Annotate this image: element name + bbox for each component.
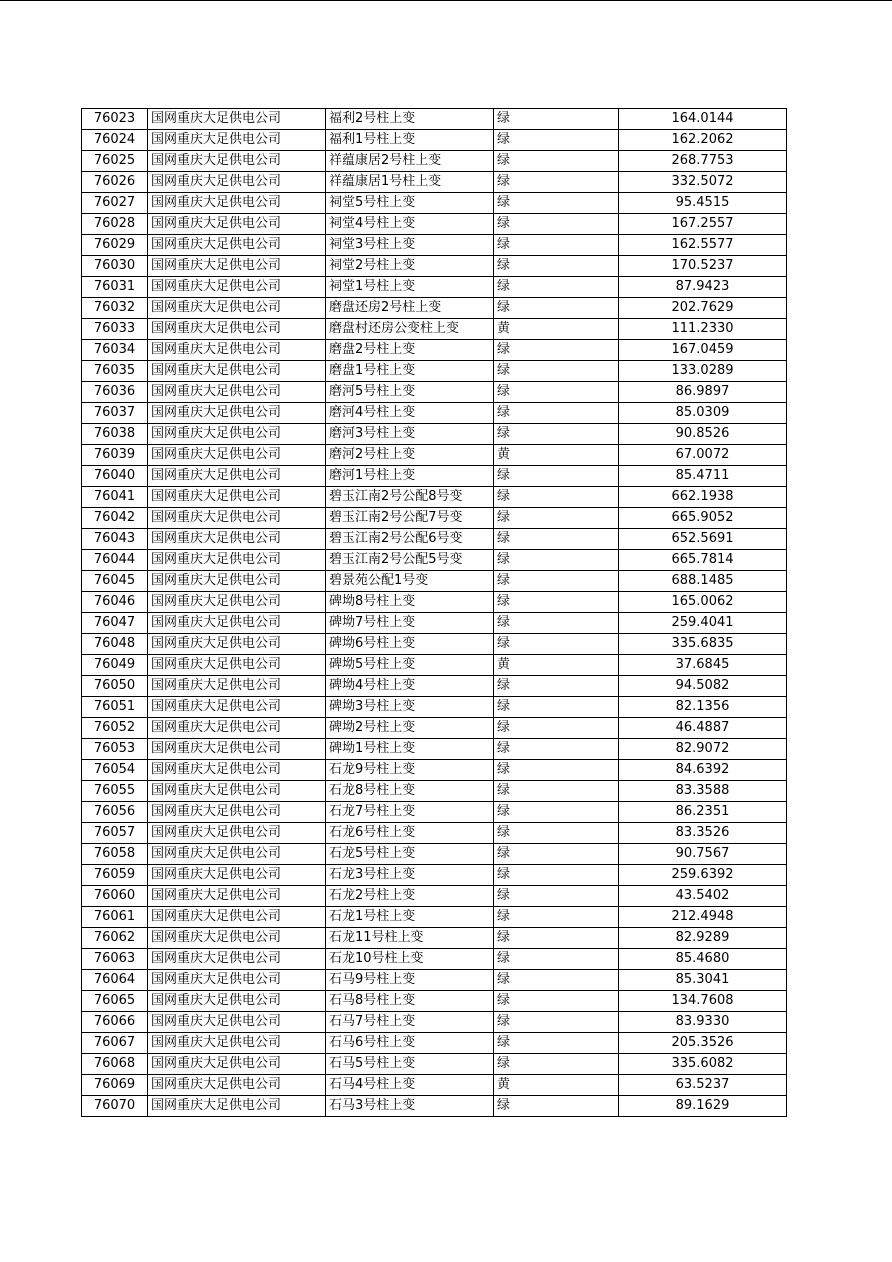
table-row [82,865,787,886]
transformer-name-cell: 碑坳2号柱上变 [326,718,494,739]
table-row [82,592,787,613]
company-cell: 国网重庆大足供电公司 [148,319,326,340]
table-row [82,907,787,928]
table-row [82,445,787,466]
status-cell: 绿 [494,718,619,739]
transformer-name-cell: 石龙8号柱上变 [326,781,494,802]
value-cell: 43.5402 [619,886,787,907]
table-row [82,1096,787,1117]
value-cell: 37.6845 [619,655,787,676]
table-row [82,340,787,361]
transformer-name-cell: 祠堂1号柱上变 [326,277,494,298]
row-id-cell: 76023 [82,109,148,130]
status-cell: 黄 [494,1075,619,1096]
value-cell: 335.6082 [619,1054,787,1075]
row-id-cell: 76025 [82,151,148,172]
value-cell: 46.4887 [619,718,787,739]
value-cell: 90.8526 [619,424,787,445]
table-row [82,739,787,760]
table-row [82,1075,787,1096]
status-cell: 绿 [494,865,619,886]
company-cell: 国网重庆大足供电公司 [148,571,326,592]
transformer-name-cell: 石龙1号柱上变 [326,907,494,928]
table-row [82,487,787,508]
company-cell: 国网重庆大足供电公司 [148,235,326,256]
table-row [82,130,787,151]
transformer-name-cell: 石龙7号柱上变 [326,802,494,823]
row-id-cell: 76064 [82,970,148,991]
status-cell: 绿 [494,382,619,403]
row-id-cell: 76037 [82,403,148,424]
table-row [82,991,787,1012]
value-cell: 84.6392 [619,760,787,781]
transformer-name-cell: 碑坳4号柱上变 [326,676,494,697]
status-cell: 绿 [494,109,619,130]
table-row [82,1033,787,1054]
row-id-cell: 76047 [82,613,148,634]
table-row [82,550,787,571]
transformer-name-cell: 磨盘1号柱上变 [326,361,494,382]
value-cell: 335.6835 [619,634,787,655]
status-cell: 绿 [494,214,619,235]
company-cell: 国网重庆大足供电公司 [148,487,326,508]
table-row [82,151,787,172]
company-cell: 国网重庆大足供电公司 [148,844,326,865]
status-cell: 绿 [494,550,619,571]
row-id-cell: 76067 [82,1033,148,1054]
status-cell: 绿 [494,424,619,445]
company-cell: 国网重庆大足供电公司 [148,592,326,613]
table-row [82,634,787,655]
value-cell: 662.1938 [619,487,787,508]
status-cell: 绿 [494,781,619,802]
row-id-cell: 76065 [82,991,148,1012]
company-cell: 国网重庆大足供电公司 [148,508,326,529]
table-row [82,949,787,970]
row-id-cell: 76042 [82,508,148,529]
row-id-cell: 76060 [82,886,148,907]
transformer-name-cell: 石龙11号柱上变 [326,928,494,949]
value-cell: 167.2557 [619,214,787,235]
company-cell: 国网重庆大足供电公司 [148,739,326,760]
status-cell: 绿 [494,298,619,319]
transformer-name-cell: 祠堂3号柱上变 [326,235,494,256]
transformer-name-cell: 碧玉江南2号公配8号变 [326,487,494,508]
value-cell: 89.1629 [619,1096,787,1117]
company-cell: 国网重庆大足供电公司 [148,886,326,907]
status-cell: 绿 [494,172,619,193]
table-row [82,403,787,424]
value-cell: 63.5237 [619,1075,787,1096]
transformer-name-cell: 磨河2号柱上变 [326,445,494,466]
status-cell: 绿 [494,928,619,949]
table-row [82,655,787,676]
company-cell: 国网重庆大足供电公司 [148,298,326,319]
company-cell: 国网重庆大足供电公司 [148,760,326,781]
table-row [82,718,787,739]
value-cell: 85.0309 [619,403,787,424]
company-cell: 国网重庆大足供电公司 [148,1054,326,1075]
row-id-cell: 76070 [82,1096,148,1117]
status-cell: 黄 [494,655,619,676]
row-id-cell: 76041 [82,487,148,508]
table-row [82,256,787,277]
table-row [82,319,787,340]
table-row [82,760,787,781]
value-cell: 170.5237 [619,256,787,277]
transformer-name-cell: 石龙6号柱上变 [326,823,494,844]
transformer-name-cell: 石马5号柱上变 [326,1054,494,1075]
table-row [82,298,787,319]
table-row [82,529,787,550]
value-cell: 665.9052 [619,508,787,529]
transformer-name-cell: 石龙9号柱上变 [326,760,494,781]
value-cell: 133.0289 [619,361,787,382]
status-cell: 绿 [494,361,619,382]
status-cell: 绿 [494,529,619,550]
value-cell: 87.9423 [619,277,787,298]
value-cell: 259.6392 [619,865,787,886]
row-id-cell: 76031 [82,277,148,298]
row-id-cell: 76056 [82,802,148,823]
value-cell: 83.9330 [619,1012,787,1033]
status-cell: 绿 [494,151,619,172]
status-cell: 绿 [494,844,619,865]
transformer-name-cell: 祥蕴康居1号柱上变 [326,172,494,193]
transformer-name-cell: 碑坳7号柱上变 [326,613,494,634]
status-cell: 黄 [494,445,619,466]
value-cell: 90.7567 [619,844,787,865]
row-id-cell: 76033 [82,319,148,340]
table-row [82,508,787,529]
row-id-cell: 76053 [82,739,148,760]
value-cell: 162.5577 [619,235,787,256]
table-row [82,676,787,697]
table-row [82,970,787,991]
status-cell: 绿 [494,130,619,151]
status-cell: 绿 [494,823,619,844]
transformer-name-cell: 石龙2号柱上变 [326,886,494,907]
status-cell: 绿 [494,277,619,298]
row-id-cell: 76051 [82,697,148,718]
row-id-cell: 76058 [82,844,148,865]
row-id-cell: 76038 [82,424,148,445]
status-cell: 绿 [494,1012,619,1033]
transformer-name-cell: 石龙3号柱上变 [326,865,494,886]
transformer-name-cell: 碑坳6号柱上变 [326,634,494,655]
company-cell: 国网重庆大足供电公司 [148,907,326,928]
row-id-cell: 76063 [82,949,148,970]
status-cell: 绿 [494,760,619,781]
company-cell: 国网重庆大足供电公司 [148,151,326,172]
table-row [82,844,787,865]
status-cell: 绿 [494,1054,619,1075]
status-cell: 绿 [494,739,619,760]
transformer-name-cell: 碧玉江南2号公配5号变 [326,550,494,571]
company-cell: 国网重庆大足供电公司 [148,802,326,823]
row-id-cell: 76039 [82,445,148,466]
status-cell: 绿 [494,235,619,256]
company-cell: 国网重庆大足供电公司 [148,949,326,970]
transformer-name-cell: 石马9号柱上变 [326,970,494,991]
transformer-name-cell: 石马6号柱上变 [326,1033,494,1054]
transformer-name-cell: 磨河1号柱上变 [326,466,494,487]
value-cell: 259.4041 [619,613,787,634]
value-cell: 82.9289 [619,928,787,949]
value-cell: 205.3526 [619,1033,787,1054]
row-id-cell: 76026 [82,172,148,193]
table-row [82,424,787,445]
row-id-cell: 76032 [82,298,148,319]
transformer-name-cell: 祠堂2号柱上变 [326,256,494,277]
value-cell: 85.4711 [619,466,787,487]
status-cell: 绿 [494,949,619,970]
company-cell: 国网重庆大足供电公司 [148,676,326,697]
company-cell: 国网重庆大足供电公司 [148,172,326,193]
transformer-name-cell: 碧玉江南2号公配7号变 [326,508,494,529]
status-cell: 绿 [494,571,619,592]
value-cell: 85.3041 [619,970,787,991]
value-cell: 83.3588 [619,781,787,802]
company-cell: 国网重庆大足供电公司 [148,865,326,886]
transformer-name-cell: 碧景苑公配1号变 [326,571,494,592]
status-cell: 绿 [494,1096,619,1117]
transformer-name-cell: 祠堂5号柱上变 [326,193,494,214]
company-cell: 国网重庆大足供电公司 [148,403,326,424]
transformer-name-cell: 磨盘2号柱上变 [326,340,494,361]
company-cell: 国网重庆大足供电公司 [148,697,326,718]
status-cell: 绿 [494,403,619,424]
transformer-name-cell: 祠堂4号柱上变 [326,214,494,235]
row-id-cell: 76034 [82,340,148,361]
status-cell: 绿 [494,508,619,529]
status-cell: 绿 [494,1033,619,1054]
value-cell: 111.2330 [619,319,787,340]
page-top-border [0,0,892,1]
value-cell: 82.9072 [619,739,787,760]
table-row [82,277,787,298]
company-cell: 国网重庆大足供电公司 [148,781,326,802]
row-id-cell: 76059 [82,865,148,886]
status-cell: 绿 [494,802,619,823]
company-cell: 国网重庆大足供电公司 [148,340,326,361]
company-cell: 国网重庆大足供电公司 [148,382,326,403]
company-cell: 国网重庆大足供电公司 [148,1096,326,1117]
table-row [82,802,787,823]
value-cell: 85.4680 [619,949,787,970]
table-row [82,361,787,382]
table-row [82,613,787,634]
status-cell: 绿 [494,487,619,508]
transformer-name-cell: 福利1号柱上变 [326,130,494,151]
company-cell: 国网重庆大足供电公司 [148,718,326,739]
status-cell: 绿 [494,697,619,718]
value-cell: 67.0072 [619,445,787,466]
value-cell: 82.1356 [619,697,787,718]
table-row [82,109,787,130]
value-cell: 167.0459 [619,340,787,361]
status-cell: 绿 [494,466,619,487]
status-cell: 黄 [494,319,619,340]
transformer-name-cell: 石马4号柱上变 [326,1075,494,1096]
company-cell: 国网重庆大足供电公司 [148,550,326,571]
transformer-name-cell: 磨河4号柱上变 [326,403,494,424]
row-id-cell: 76057 [82,823,148,844]
company-cell: 国网重庆大足供电公司 [148,361,326,382]
status-cell: 绿 [494,676,619,697]
value-cell: 165.0062 [619,592,787,613]
status-cell: 绿 [494,256,619,277]
company-cell: 国网重庆大足供电公司 [148,424,326,445]
company-cell: 国网重庆大足供电公司 [148,991,326,1012]
status-cell: 绿 [494,970,619,991]
value-cell: 268.7753 [619,151,787,172]
row-id-cell: 76068 [82,1054,148,1075]
company-cell: 国网重庆大足供电公司 [148,613,326,634]
row-id-cell: 76024 [82,130,148,151]
transformer-name-cell: 磨河3号柱上变 [326,424,494,445]
transformer-name-cell: 石马7号柱上变 [326,1012,494,1033]
table-row [82,697,787,718]
value-cell: 86.9897 [619,382,787,403]
value-cell: 95.4515 [619,193,787,214]
table-row [82,1054,787,1075]
company-cell: 国网重庆大足供电公司 [148,466,326,487]
transformer-name-cell: 碧玉江南2号公配6号变 [326,529,494,550]
row-id-cell: 76043 [82,529,148,550]
table-row [82,781,787,802]
table-row [82,928,787,949]
status-cell: 绿 [494,613,619,634]
company-cell: 国网重庆大足供电公司 [148,970,326,991]
status-cell: 绿 [494,340,619,361]
table-row [82,571,787,592]
company-cell: 国网重庆大足供电公司 [148,214,326,235]
status-cell: 绿 [494,592,619,613]
table-row [82,1012,787,1033]
row-id-cell: 76048 [82,634,148,655]
table-row [82,886,787,907]
value-cell: 164.0144 [619,109,787,130]
company-cell: 国网重庆大足供电公司 [148,277,326,298]
company-cell: 国网重庆大足供电公司 [148,130,326,151]
value-cell: 134.7608 [619,991,787,1012]
row-id-cell: 76030 [82,256,148,277]
value-cell: 212.4948 [619,907,787,928]
row-id-cell: 76069 [82,1075,148,1096]
row-id-cell: 76061 [82,907,148,928]
transformer-name-cell: 碑坳8号柱上变 [326,592,494,613]
row-id-cell: 76044 [82,550,148,571]
table-row [82,466,787,487]
row-id-cell: 76035 [82,361,148,382]
data-table [81,108,787,1117]
company-cell: 国网重庆大足供电公司 [148,109,326,130]
table-row [82,382,787,403]
row-id-cell: 76055 [82,781,148,802]
row-id-cell: 76066 [82,1012,148,1033]
transformer-name-cell: 石马3号柱上变 [326,1096,494,1117]
transformer-name-cell: 石马8号柱上变 [326,991,494,1012]
transformer-name-cell: 碑坳3号柱上变 [326,697,494,718]
transformer-name-cell: 磨盘村还房公变柱上变 [326,319,494,340]
row-id-cell: 76046 [82,592,148,613]
company-cell: 国网重庆大足供电公司 [148,655,326,676]
company-cell: 国网重庆大足供电公司 [148,445,326,466]
value-cell: 202.7629 [619,298,787,319]
transformer-name-cell: 碑坳1号柱上变 [326,739,494,760]
row-id-cell: 76036 [82,382,148,403]
transformer-name-cell: 福利2号柱上变 [326,109,494,130]
company-cell: 国网重庆大足供电公司 [148,1012,326,1033]
row-id-cell: 76040 [82,466,148,487]
value-cell: 94.5082 [619,676,787,697]
value-cell: 162.2062 [619,130,787,151]
transformer-name-cell: 石龙5号柱上变 [326,844,494,865]
transformer-name-cell: 磨盘还房2号柱上变 [326,298,494,319]
row-id-cell: 76050 [82,676,148,697]
table-row [82,172,787,193]
value-cell: 688.1485 [619,571,787,592]
value-cell: 86.2351 [619,802,787,823]
company-cell: 国网重庆大足供电公司 [148,634,326,655]
value-cell: 665.7814 [619,550,787,571]
company-cell: 国网重庆大足供电公司 [148,823,326,844]
status-cell: 绿 [494,634,619,655]
company-cell: 国网重庆大足供电公司 [148,193,326,214]
table-row [82,193,787,214]
row-id-cell: 76049 [82,655,148,676]
transformer-name-cell: 磨河5号柱上变 [326,382,494,403]
table-row [82,214,787,235]
transformer-name-cell: 祥蕴康居2号柱上变 [326,151,494,172]
company-cell: 国网重庆大足供电公司 [148,928,326,949]
row-id-cell: 76062 [82,928,148,949]
value-cell: 652.5691 [619,529,787,550]
status-cell: 绿 [494,193,619,214]
row-id-cell: 76045 [82,571,148,592]
row-id-cell: 76054 [82,760,148,781]
row-id-cell: 76027 [82,193,148,214]
table-body [82,109,787,1117]
company-cell: 国网重庆大足供电公司 [148,256,326,277]
transformer-name-cell: 碑坳5号柱上变 [326,655,494,676]
row-id-cell: 76028 [82,214,148,235]
row-id-cell: 76029 [82,235,148,256]
value-cell: 332.5072 [619,172,787,193]
transformer-name-cell: 石龙10号柱上变 [326,949,494,970]
status-cell: 绿 [494,886,619,907]
table-row [82,235,787,256]
company-cell: 国网重庆大足供电公司 [148,1033,326,1054]
row-id-cell: 76052 [82,718,148,739]
table-row [82,823,787,844]
status-cell: 绿 [494,991,619,1012]
company-cell: 国网重庆大足供电公司 [148,1075,326,1096]
status-cell: 绿 [494,907,619,928]
value-cell: 83.3526 [619,823,787,844]
company-cell: 国网重庆大足供电公司 [148,529,326,550]
